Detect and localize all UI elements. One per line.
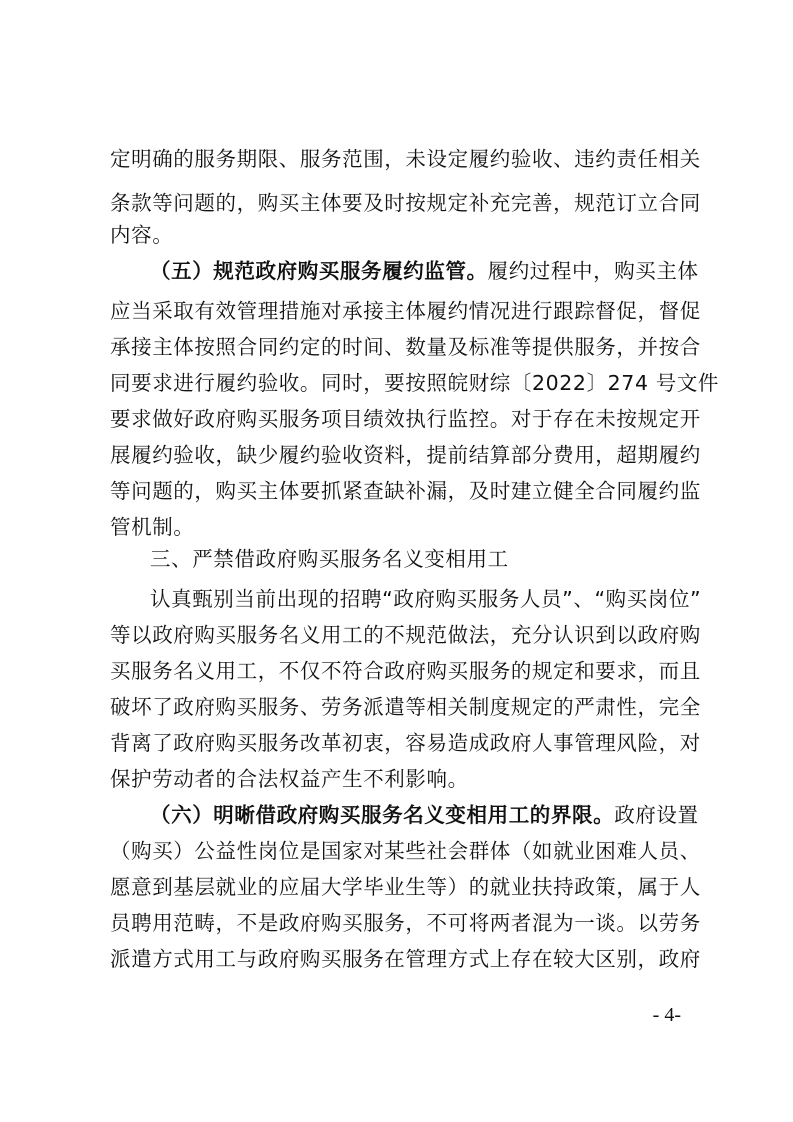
paragraph-line: 等问题的，购买主体要抓紧查缺补漏，及时建立健全合同履约监 bbox=[110, 479, 701, 503]
paragraph-line: 保护劳动者的合法权益产生不利影响。 bbox=[110, 767, 469, 791]
page-number: - 4- bbox=[652, 1004, 681, 1026]
section5-first-text: 履约过程中，购买主体 bbox=[487, 259, 699, 283]
section5-heading: （五）规范政府购买服务履约监管。 bbox=[150, 259, 488, 283]
paragraph-line: 应当采取有效管理措施对承接主体履约情况进行跟踪督促，督促 bbox=[110, 299, 701, 323]
paragraph-line: 买服务名义用工，不仅不符合政府购买服务的规定和要求，而且 bbox=[110, 659, 701, 683]
section5-first-line bbox=[150, 250, 700, 292]
paragraph-line: 同要求进行履约验收。同时，要按照皖财综〔2022〕274 号文件 bbox=[110, 371, 720, 395]
section6-first-text: 政府设置 bbox=[614, 803, 699, 827]
paragraph-line: 员聘用范畴，不是政府购买服务，不可将两者混为一谈。以劳务 bbox=[110, 911, 701, 935]
paragraph-line: 认真甄别当前出现的招聘“政府购买服务人员”、“购买岗位” bbox=[150, 587, 702, 611]
paragraph-line: （购买）公益性岗位是国家对某些社会群体（如就业困难人员、 bbox=[110, 839, 701, 863]
paragraph-line: 等以政府购买服务名义用工的不规范做法，充分认识到以政府购 bbox=[110, 623, 701, 647]
paragraph-line: 内容。 bbox=[110, 223, 174, 247]
paragraph-line: 承接主体按照合同约定的时间、数量及标准等提供服务，并按合 bbox=[110, 335, 701, 359]
paragraph-line: 定明确的服务期限、服务范围，未设定履约验收、违约责任相关 bbox=[110, 147, 701, 171]
paragraph-line: 展履约验收，缺少履约验收资料，提前结算部分费用，超期履约 bbox=[110, 443, 701, 467]
paragraph-line: 破坏了政府购买服务、劳务派遣等相关制度规定的严肃性，完全 bbox=[110, 695, 701, 719]
paragraph-line: 派遣方式用工与政府购买服务在管理方式上存在较大区别，政府 bbox=[110, 947, 701, 971]
paragraph-line: 背离了政府购买服务改革初衷，容易造成政府人事管理风险，对 bbox=[110, 731, 701, 755]
paragraph-line: 管机制。 bbox=[110, 515, 195, 539]
paragraph-line: 愿意到基层就业的应届大学毕业生等）的就业扶持政策，属于人 bbox=[110, 875, 701, 899]
part3-title: 三、严禁借政府购买服务名义变相用工 bbox=[150, 547, 509, 571]
section6-heading: （六）明晰借政府购买服务名义变相用工的界限。 bbox=[150, 803, 615, 827]
paragraph-line: 要求做好政府购买服务项目绩效执行监控。对于存在未按规定开 bbox=[110, 407, 701, 431]
paragraph-line: 条款等问题的，购买主体要及时按规定补充完善，规范订立合同 bbox=[110, 191, 701, 215]
